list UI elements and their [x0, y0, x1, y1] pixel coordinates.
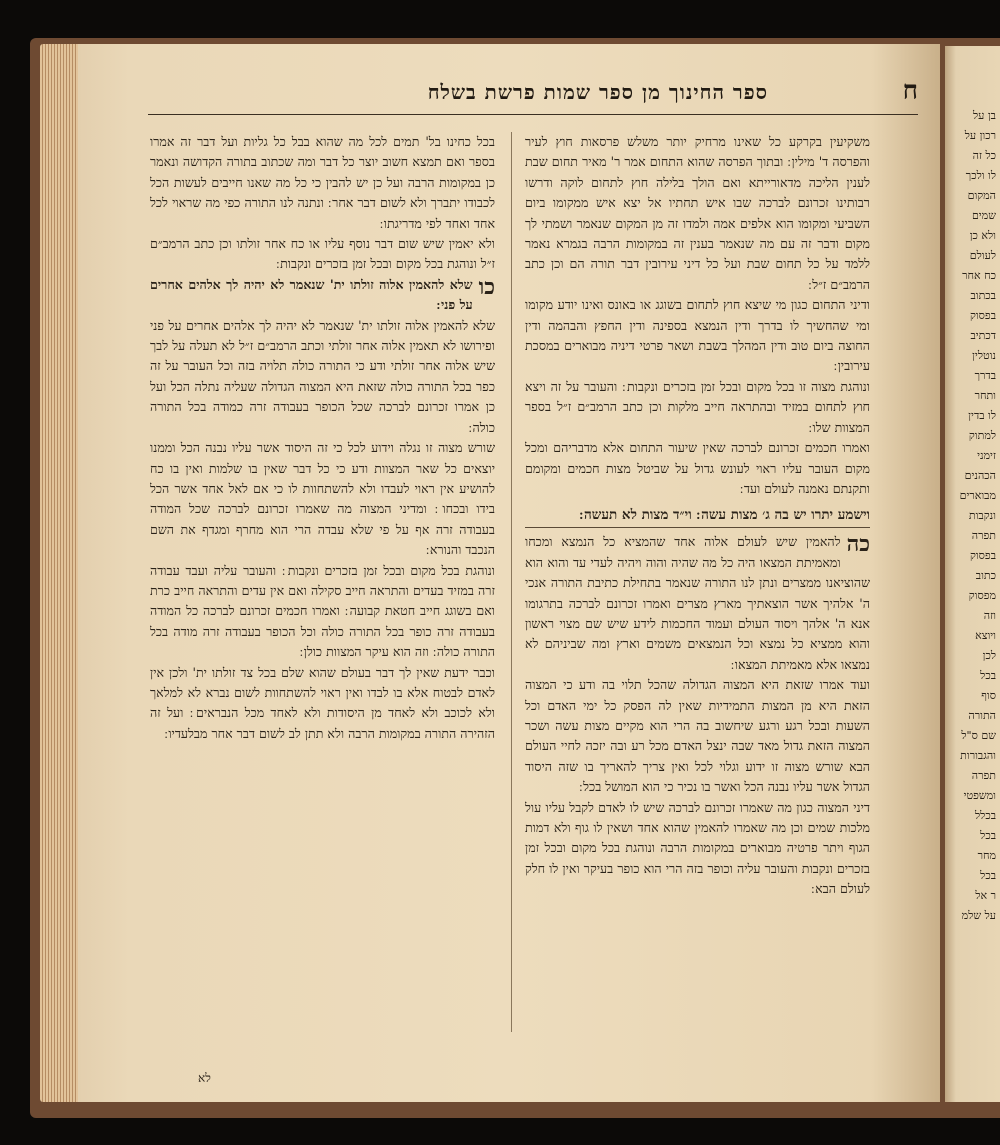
paragraph-text: להאמין שיש לעולם אלוה אחד שהמציא כל הנמצא ומכחו ומאמיתת המצאו היה כל מה שהיה והוה ויהיה לעדי עד והוא הוא שהוציאנו ממצרים ונתן לנו התורה שנאמר בתחילת כתיבת התורה אנכי ה' אלהיך אשר הוצאתיך מארץ מצרים ואמרו זכרונם לברכה בתרגומו אנא ה' אלהך ויסוד העולם ועמוד החכמות לידע שיש שם מצוי ראשון והוא ממציא כל נמצא וכל הנמצאים משמים וארץ ומה שביניהם לא נמצאו אלא מאמיתת המצאו ׃	[525, 534, 870, 672]
facing-page-text: בן על רכון על כל זה לו ולכך המקום שמים ולא כן לעולם כח אחר בכתוב בפסוק דכתיב נוטלין בדרך ותחר לו בדין למתוק זימני הכהנים מבוארים ונקבות תפרה בפסוק כתוב מפסוק וזה ויוצא לכן בכל סוף התורה שם ס"ל והגבורות תפרה ומשפטי בכלל בכל מחר בכל ר אל על שלמ	[959, 109, 996, 922]
paragraph	[150, 275, 495, 316]
text-column-right	[525, 132, 870, 1062]
paragraph: ונוהגת מצוה זו בכל מקום ובכל זמן בזכרים ונקבות ׃ והעובר על זה ויצא חוץ לתחום במזיד ובהתראה חייב מלקות וכן כתב הרמב״ם ז״ל בספר המצוות שלו ׃	[525, 378, 870, 435]
mitzvah-number: כו	[478, 273, 495, 300]
text-column-left	[150, 132, 495, 1062]
paragraph: בכל כחינו בל' תמים לכל מה שהוא בבל כל גליות ועל דבר זה אמרו בספר ואם תמצא חשוב יוצר כל דבר ומה שכתוב בתורה הקדושה ונאמר כן במקומות הרבה ועל כן יש להבין כי כל מה שאנו חייבים לעשות הכל לכבודו יתברך ולא לשום דבר אחר ׃ ונתנה לנו התורה כפי מה שראוי לכל אחד ואחד לפי מדריגתו ׃	[150, 134, 495, 231]
paragraph: שורש מצוה זו נגלה וידוע לכל כי זה היסוד אשר עליו נבנה הכל וממנו יוצאים כל שאר המצוות ודע כי כל דבר שאין בו שלמות ואין בו כח להושיע אין ראוי לעבדו ולא להשתחוות לו כי אם לאל אחד אשר הכל בידו ובכחו ׃ ומדיני המצוה מה שאמרו זכרונם לברכה שכל המודה בעבודה זרה אף על פי שלא עבדה הרי הוא מחרף ומגדף את השם הנכבד והנורא ׃	[150, 440, 495, 558]
section-heading: וישמע יתרו יש בה ג׳ מצות עשה ׃ וי״ד מצות לא תעשה ׃	[525, 503, 870, 528]
paragraph: דיני המצוה כגון מה שאמרו זכרונם לברכה שיש לו לאדם לקבל עליו עול מלכות שמים וכן מה שאמרו להאמין שהוא אחד ושאין לו גוף ולא דמות הגוף ויתר פרטיה מבוארים במקומות הרבה ונוהגת בכל מקום ובכל זמן בזכרים ונקבות והעובר עליה וכופר בזה הרי הוא כופר בעיקר ואין לו חלק לעולם הבא ׃	[525, 799, 870, 897]
mitzvah-number: כה	[846, 531, 870, 558]
section-heading: שלא להאמין אלוה זולתו ית' שנאמר לא יהיה לך אלהים אחרים על פני ׃	[150, 276, 473, 313]
paragraph: וכבר ידעת שאין לך דבר בעולם שהוא שלם בכל צד זולתו ית' ולכן אין לאדם לבטוח אלא בו לבדו ואין ראוי להשתחוות לשום נברא לא למלאך ולא לכוכב ולא לאחד מן היסודות ולא לאחד מכל הנבראים ׃ ועל זה הזהירה התורה במקומות הרבה ולא תתן לב לשום דבר אחר מבלעדיו ׃	[150, 664, 495, 741]
page-number: ח	[902, 76, 918, 106]
paragraph: ונוהגת בכל מקום ובכל זמן בזכרים ונקבות ׃ והעובר עליה ועבד עבודה זרה במזיד בעדים והתראה חייב סקילה ואם אין עדים והתראה חייב כרת ואם בשוגג חייב חטאת קבועה ׃ ואמרו חכמים זכרונם לברכה כל המודה בעבודה זרה כופר בכל התורה כולה וכל הכופר בעבודה זרה מודה בכל התורה כולה ׃ וזה הוא עיקר המצוות כולן ׃	[150, 562, 495, 660]
paragraph: משקיעין בקרקע כל שאינו מרחיק יותר משלש פרסאות חוץ לעיר והפרסה ד' מילין ׃ ובתוך הפרסה שהוא התחום אמר ר' מאיר תחום שבת לענין הליכה מדאורייתא ואם הולך בלילה חוץ לתחום לוקה ודרשו רבותינו זכרונם לברכה שבו איש תחתיו אל יצא איש ממקומו ביום השביעי ומקומו הוא אלפים אמה ולמדו זה מן המקום שנאמר ושמתי לך מקום ודבר זה עם מה שנאמר בענין זה במקומות הרבה בגמרא נאמר ללמד על כל תחום שבת ועל כל דיני עירובין דבר תורה הם וכן כתב הרמב״ם ז״ל ׃	[525, 134, 870, 292]
page-edges	[40, 44, 80, 1102]
paragraph: שלא להאמין אלוה זולתו ית' שנאמר לא יהיה לך אלהים אחרים על פני ופירושו לא תאמין אלוה אחר זולתי וכתב הרמב״ם ז״ל לא תעלה על לבך שיש אלוה אחר זולתי ודע כי התורה כולה תלויה בזה וכל העובר על זה כפר בכל התורה כולה שזאת היא המצוה הגדולה שעליה נתלה הכל ועל כן אמרו זכרונם לברכה שכל הכופר בעבודה זרה כמודה בכל התורה כולה ׃	[150, 317, 495, 435]
facing-page-edge	[945, 46, 1000, 1102]
catchword: לא	[198, 1071, 211, 1085]
paragraph: ודיני התחום כגון מי שיצא חוץ לתחום בשוגג או באונס ואינו יודע מקומו ומי שהחשיך לו בדרך ודין הנמצא בספינה ודין החפץ והבהמה ודין החוצה ביום טוב ודין המהלך בשבת ושאר פרטי דיניה מבוארים במסכת עירובין ׃	[525, 297, 870, 374]
paragraph: ועוד אמרו שזאת היא המצוה הגדולה שהכל תלוי בה ודע כי המצוה הזאת היא מן המצות התמידיות שאין לה הפסק כל ימי האדם וכל השעות ובכל רגע ורגע שיחשוב בה הרי הוא מקיים מצות עשה ושכר המצוה הזאת גדול מאד שבה ינצל האדם מכל רע ובה יזכה לחיי העולם הבא שורש מצוה זו ידוע וגלוי לכל ואין צריך להאריך בו שזה היסוד הגדול אשר עליו נבנה הכל ואשר בו נכיר כי הוא המושל בכל ׃	[525, 677, 870, 795]
paragraph	[525, 532, 870, 675]
page-title: ספר החינוך מן ספר שמות פרשת בשלח	[427, 80, 768, 104]
book-page	[78, 44, 940, 1102]
paragraph: ולא יאמין שיש שום דבר נוסף עליו או כח אחר זולתו וכן כתב הרמב״ם ז״ל ונוהגת בכל מקום ובכל זמן בזכרים ונקבות ׃	[150, 236, 495, 272]
running-head	[148, 74, 918, 115]
column-divider	[511, 132, 512, 1032]
paragraph: ואמרו חכמים זכרונם לברכה שאין שיעור התחום אלא מדבריהם ומכל מקום העובר עליו ראוי לעונש גדול על שביטל מצות חכמים ומקומם ותקנתם נאמנה לעולם ועד ׃	[525, 440, 870, 496]
